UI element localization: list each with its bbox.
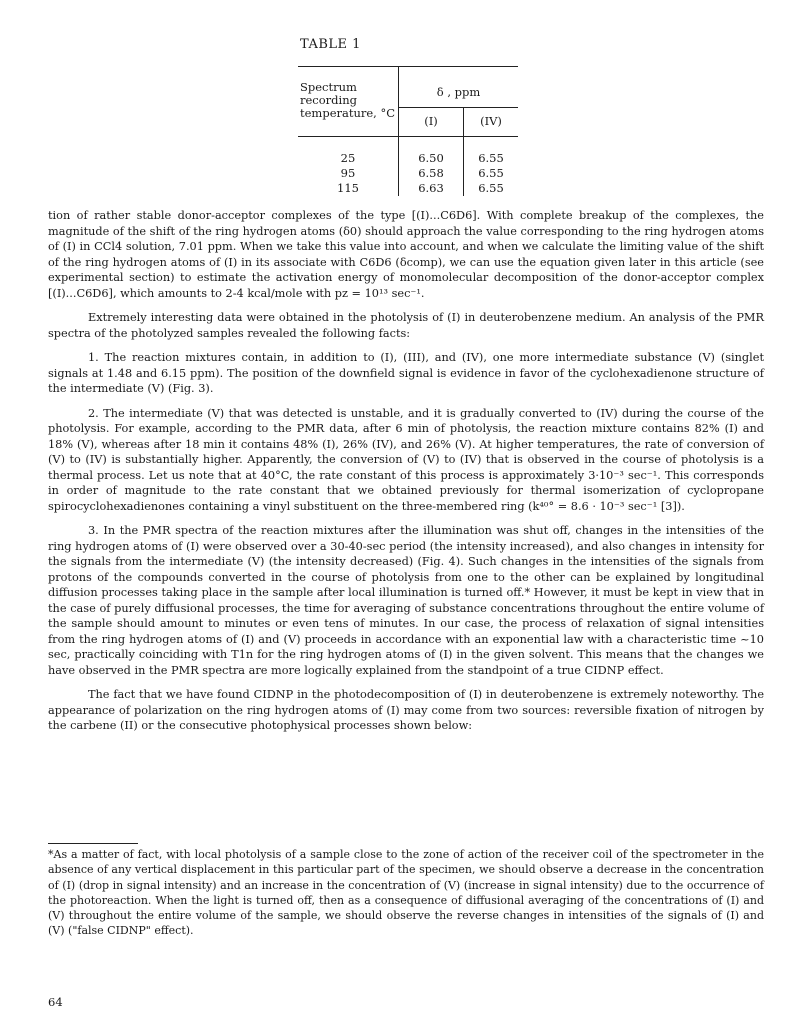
paragraph: The fact that we have found CIDNP in the photodecomposition of (I) in deuterobenzene is extremely noteworthy. The appearance of polarization on the ring hydrogen atoms of (I) may come from two sources: reversible fixation of nitrogen by the carbene (II) or the consecutive photophysical processes shown below: xyxy=(48,688,764,732)
header-col-iv: (IV) xyxy=(464,108,519,137)
cell-iv: 6.55 xyxy=(478,180,504,195)
cell-i: 6.58 xyxy=(399,166,464,181)
header-temperature: Spectrum recording temperature, °C xyxy=(298,67,399,137)
cell-i: 6.50 xyxy=(399,151,464,166)
cell-i: 6.63 xyxy=(399,181,464,196)
table-row xyxy=(298,166,518,181)
header-col-i: (I) xyxy=(399,108,464,137)
table-title: TABLE 1 xyxy=(300,37,361,52)
cell-temp: 115 xyxy=(298,181,399,196)
footnote: *As a matter of fact, with local photolysis of a sample close to the zone of action of the receiver coil of the spectrometer in the absence of any vertical displacement in this particular part of the specimen, we should observe a decrease in the concentration of (I) (drop in signal intensity) and an increase in the concentration of (V) (increase in signal intensity) due to the occurrence of the photoreaction. When the light is turned off, then as a consequence of diffusional averaging of the concentrations of (I) and (V) throughout the entire volume of the sample, we should observe the reverse changes in intensities of the signals of (I) and (V) ("false CIDNP" effect). xyxy=(48,848,764,938)
cell-temp: 25 xyxy=(298,151,399,166)
footnote-rule xyxy=(48,843,138,844)
body-text xyxy=(48,208,764,743)
paragraph: 2. The intermediate (V) that was detected is unstable, and it is gradually converted to (IV) during the course of the photolysis. For example, according to the PMR data, after 6 min of photolysis, the reaction mixture contains 82% (I) and 18% (V), whereas after 18 min it contains 48% (I), 26% (IV), and 26% (V). At higher temperatures, the rate of conversion of (V) to (IV) is substantially higher. Apparently, the conversion of (V) to (IV) that is observed in the course of photolysis is a thermal process. Let us note that at 40°C, the rate constant of this process is approximately 3·10⁻³ sec⁻¹. This corresponds in order of magnitude to the rate constant that we obtained previously for thermal isomerization of cyclopropane spirocyclohexadienones containing a vinyl substituent on the three-membered ring (k⁴⁰° = 8.6 · 10⁻³ sec⁻¹ [3]). xyxy=(48,406,764,513)
table-row xyxy=(298,181,518,196)
paragraph: 1. The reaction mixtures contain, in addition to (I), (III), and (IV), one more intermediate substance (V) (singlet signals at 1.48 and 6.15 ppm). The position of the downfield signal is evidence in favor of the cyclohexadienone structure of the intermediate (V) (Fig. 3). xyxy=(48,351,764,395)
cell-temp: 95 xyxy=(298,166,399,181)
cell-iv: 6.55 xyxy=(478,150,504,165)
paragraph: tion of rather stable donor-acceptor complexes of the type [(I)...C6D6]. With complete breakup of the complexes, the magnitude of the shift of the ring hydrogen atoms (δ0) should approach the value corresponding to the ring hydrogen atoms of (I) in CCl4 solution, 7.01 ppm. When we take this value into account, and when we calculate the limiting value of the shift of the ring hydrogen atoms of (I) in its associate with C6D6 (δcomp), we can use the equation given later in this article (see experimental section) to estimate the activation energy of monomolecular decomposition of the donor-acceptor complex [(I)...C6D6], which amounts to 2-4 kcal/mole with pz = 10¹³ sec⁻¹. xyxy=(48,209,764,300)
paragraph: Extremely interesting data were obtained in the photolysis of (I) in deuterobenzene medium. An analysis of the PMR spectra of the photolyzed samples revealed the following facts: xyxy=(48,311,764,340)
data-table xyxy=(298,66,518,196)
page-number: 64 xyxy=(48,995,63,1009)
header-shift: δ , ppm xyxy=(399,67,519,108)
cell-iv: 6.55 xyxy=(478,165,504,180)
table-row xyxy=(298,151,518,166)
paragraph: 3. In the PMR spectra of the reaction mixtures after the illumination was shut off, changes in the intensities of the ring hydrogen atoms of (I) were observed over a 30-40-sec period (the intensity increased), and also changes in intensity for the signals from the intermediate (V) (the intensity decreased) (Fig. 4). Such changes in the intensities of the signals from protons of the compounds converted in the course of photolysis from one to the other can be explained by longitudinal diffusion processes taking place in the sample after local illumination is turned off.* However, it must be kept in view that in the case of purely diffusional processes, the time for averaging of substance concentrations throughout the entire volume of the sample should amount to minutes or even tens of minutes. In our case, the process of relaxation of signal intensities from the ring hydrogen atoms of (I) and (V) proceeds in accordance with an exponential law with a characteristic time ~10 sec, practically coinciding with T1n for the ring hydrogen atoms of (I) in the given solvent. This means that the changes we have observed in the PMR spectra are more logically explained from the standpoint of a true CIDNP effect. xyxy=(48,524,764,677)
